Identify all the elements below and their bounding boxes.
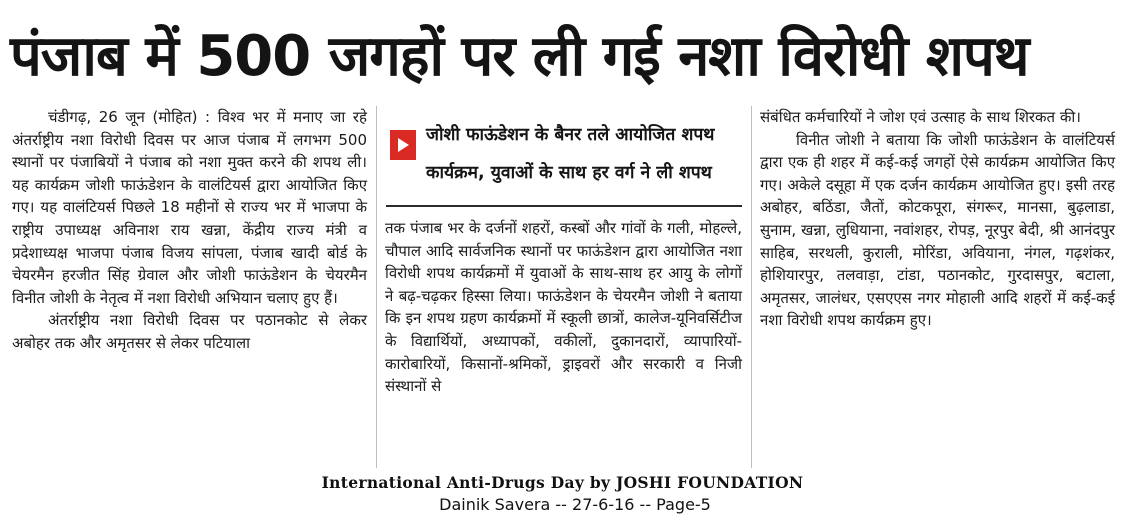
article-column-1 — [12, 106, 367, 355]
subheadline-line-1: जोशी फाऊंडेशन के बैनर तले आयोजित शपथ — [426, 125, 715, 145]
article-paragraph: संबंधित कर्मचारियों ने जोश एवं उत्साह के साथ शिरकत की। — [760, 108, 1081, 126]
article-paragraph: विनीत जोशी ने बताया कि जोशी फाऊंडेशन के वालंटियर्स द्वारा एक ही शहर में कई-कई जगहों ऐसे कार्यक्रम आयोजित किए गए। अकेले दसूहा में एक दर्जन कार्यक्रम आयोजित हुए। इसी तरह अबोहर, बठिंडा, जैतों, कोटकपूरा, संगरूर, मानसा, बुढ़लाडा, सुनाम, खन्ना, लुधियाना, नवांशहर, रोपड़, नूरपुर बेदी, श्री आनंदपुर साहिब, सरथली, कुराली, मोरिंडा, अवियाना, नंगल, गढ़शंकर, होशियारपुर, तलवाड़ा, टांडा, पठानकोट, गुरदासपुर, बटाला, अमृतसर, जालंधर, एसएएस नगर मोहाली आदि शहरों में कई-कई नशा विरोधी शपथ कार्यक्रम हुए। — [760, 130, 1115, 330]
article-column-2 — [385, 217, 742, 398]
headline: पंजाब में 500 जगहों पर ली गई नशा विरोधी शपथ — [10, 24, 1029, 89]
publication-source: Dainik Savera -- 27-6-16 -- Page-5 — [439, 495, 711, 514]
subheadline-box — [386, 110, 742, 207]
article-paragraph: चंडीगढ़, 26 जून (मोहित) : विश्व भर में मनाए जा रहे अंतर्राष्ट्रीय नशा विरोधी दिवस पर आज पंजाब में लगभग 500 स्थानों पर पंजाबियों ने पंजाब को नशा मुक्त करने की शपथ ली। यह कार्यक्रम जोशी फाऊंडेशन के वालंटियर्स द्वारा आयोजित किए गए। यह वालंटियर्स पिछले 18 महीनों से राज्य भर में भाजपा के राष्ट्रीय उपाध्यक्ष अविनाश राय खन्ना, केंद्रीय राज्य मंत्री व प्रदेशाध्यक्ष भाजपा पंजाब विजय सांपला, पंजाब खादी बोर्ड के चेयरमैन हरजीत सिंह ग्रेवाल और जोशी फाऊंडेशन के चेयरमैन विनीत जोशी के नेतृत्व में नशा विरोधी अभियान चलाए हुए हैं। — [12, 108, 367, 307]
column-divider-2 — [751, 106, 752, 468]
article-paragraph: अंतर्राष्ट्रीय नशा विरोधी दिवस पर पठानकोट से लेकर अबोहर तक और अमृतसर से लेकर पटियाला — [12, 311, 367, 352]
article-column-3 — [760, 106, 1115, 332]
article-paragraph: तक पंजाब भर के दर्जनों शहरों, कस्बों और गांवों के गली, मोहल्ले, चौपाल आदि सार्वजनिक स्थानों पर फाऊंडेशन द्वारा आयोजित नशा विरोधी शपथ कार्यक्रमों में युवाओं के साथ-साथ हर आयु के लोगों ने बढ़-चढ़कर हिस्सा लिया। फाऊंडेशन के चेयरमैन जोशी ने बताया कि इन शपथ ग्रहण कार्यक्रमों में स्कूली छात्रों, कालेज-यूनिवर्सिटीज के विद्यार्थियों, अध्यापकों, वकीलों, दुकानदारों, व्यापारियों-कारोबारियों, किसानों-श्रमिकों, ड्राइवरों और सरकारी व निजी संस्थानों से — [385, 219, 742, 396]
image-caption: International Anti-Drugs Day by JOSHI FOUNDATION — [321, 473, 804, 492]
column-divider-1 — [376, 106, 377, 468]
subheadline-line-2: कार्यक्रम, युवाओं के साथ हर वर्ग ने ली शपथ — [426, 163, 712, 183]
play-icon — [390, 130, 416, 160]
subheadline — [426, 116, 744, 192]
